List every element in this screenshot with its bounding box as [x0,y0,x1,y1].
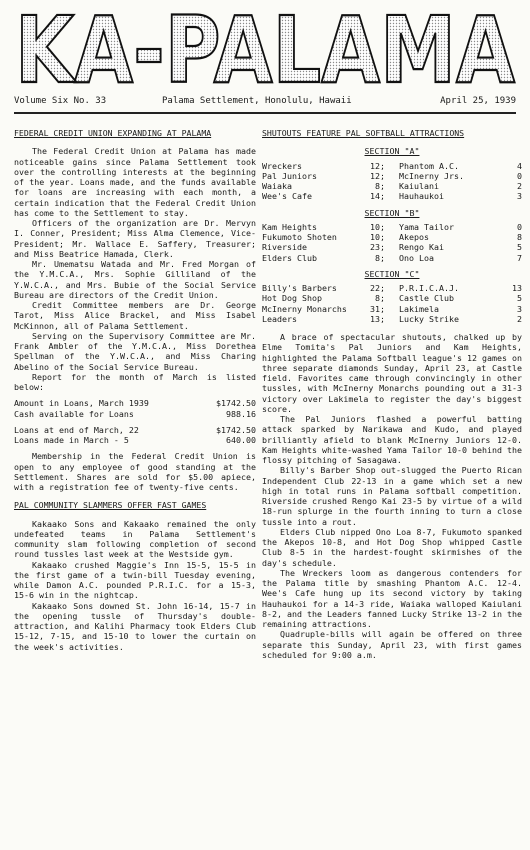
section-c [262,269,522,324]
winner-score: 13; [370,313,385,324]
score-row [262,191,522,201]
loser: Phantom A.C. [399,160,459,171]
credit-union-paragraph: Mr. Umematsu Watada and Mr. Fred Morgan of the Y.M.C.A., Mrs. Sophie Gilliland of the Y.W.C.A., and Mrs. Bubie of the Social Service Bureau are directors of the Credit Union. [14,259,256,300]
winner: Pal Juniors [262,170,317,181]
winner: Leaders [262,313,297,324]
score-row [262,222,522,232]
loser: Lucky Strike [399,313,459,324]
loser: P.R.I.C.A.J. [399,283,459,293]
figure-value: $1742.50 [216,424,256,435]
winner: Riverside [262,242,307,253]
score-row [262,283,522,293]
publisher-location: Palama Settlement, Honolulu, Hawaii [162,96,352,106]
loser: Ono Loa [399,252,434,263]
figure-label: Loans made in March - 5 [14,435,129,445]
slammers-paragraph: Kakaako Sons and Kakaako remained the only undefeated teams in Palama Settlement's community slam following completion of second round tussles last week at the Westside gym. [14,518,256,560]
figure-value: $1742.50 [216,398,256,409]
credit-union-paragraph: Report for the month of March is listed below: [14,371,256,392]
winner-score: 12; [370,170,385,181]
loser-score: 8 [517,232,522,242]
credit-union-paragraph: Serving on the Supervisory Committee are Mr. Frank Ambler of the Y.M.C.A., Miss Dorethea Spellman of the Y.W.C.A., and Miss Charing Abelino of the Social Service Bureau. [14,330,256,372]
score-row [262,232,522,242]
softball-paragraph: Billy's Barber Shop out-slugged the Puerto Rican Independent Club 22-13 in a game which set a new high in total runs in Palama softball competition. Riverside crushed Rengo Kai 23-5 by virtue of a wild 18-run splurge in the fourth inning to turn a close tussle into a rout. [262,465,522,527]
winner-score: 8; [375,181,385,191]
slammers-paragraph: Kakaako crushed Maggie's Inn 15-5, 15-5 in the first game of a twin-bill Tuesday evening, while Damon A.C. pounded P.R.I.C. for a 15-3, 15-6 win in the nightcap. [14,559,256,601]
winner-score: 8; [375,252,385,263]
loser: Rengo Kai [399,242,444,253]
left-column [14,128,256,652]
winner: Billy's Barbers [262,283,337,293]
issue-date: April 25, 1939 [440,96,516,106]
softball-paragraph: The Wreckers loom as dangerous contenders for the Palama title by smashing Phantom A.C. 12-4. Wee's Cafe hung up its second victory by taking Hauhaukoi for a 14-3 ride, Waiaka walloped Kaiulani 8-2, and the Leaders fanned Lucky Strike 13-2 in the remaining attractions. [262,567,522,629]
winner-score: 10; [370,221,385,232]
winner: Wreckers [262,160,302,171]
right-column [262,128,522,660]
loser-score: 5 [517,293,522,304]
loser-score: 5 [517,242,522,253]
loan-figure-row [14,409,256,419]
section-a [262,146,522,201]
loser-score: 0 [517,170,522,181]
loan-figure-row [14,398,256,408]
masthead-title: KA-PALAMA [15,4,515,92]
slammers-headline: PAL COMMUNITY SLAMMERS OFFER FAST GAMES [14,500,207,511]
score-row [262,181,522,191]
winner-score: 14; [370,191,385,202]
score-row [262,171,522,181]
winner: Waiaka [262,181,292,191]
loser-score: 4 [517,160,522,171]
winner-score: 31; [370,303,385,314]
loser: Akepos [399,232,429,242]
loser: McInerny Jrs. [399,170,464,181]
score-row [262,314,522,324]
loser: Kaiulani [399,181,439,191]
loser: Hauhaukoi [399,191,444,202]
winner-score: 10; [370,232,385,242]
loser-score: 2 [517,313,522,324]
score-row [262,242,522,252]
volume-number: Volume Six No. 33 [14,96,107,106]
section-title: SECTION "C" [364,268,420,279]
score-row [262,161,522,171]
winner: Hot Dog Shop [262,293,322,304]
figure-label: Amount in Loans, March 1939 [14,398,149,409]
score-row [262,253,522,263]
figure-label: Loans at end of March, 22 [14,424,139,435]
loan-figure-row [14,435,256,445]
figure-value: 640.00 [226,435,256,445]
credit-union-closing: Membership in the Federal Credit Union is open to any employee of good standing at the Settlement. Shares are sold for $5.00 apiece, with a registration fee of twenty-five cents. [14,451,256,492]
winner-score: 12; [370,160,385,171]
winner-score: 8; [375,293,385,304]
figure-label: Cash available for Loans [14,408,134,419]
loser-score: 7 [517,252,522,263]
softball-headline: SHUTOUTS FEATURE PAL SOFTBALL ATTRACTIONS [262,128,465,138]
winner: Wee's Cafe [262,191,312,202]
loser-score: 13 [512,283,522,293]
loser: Yama Tailor [399,221,454,232]
winner: Kam Heights [262,221,317,232]
winner: Elders Club [262,252,317,263]
loser: Lakimela [399,303,439,314]
softball-paragraph: The Pal Juniors flashed a powerful batting attack sparked by Narikawa and Kudo, and played brilliantly afield to blank McInerny Juniors 12-0. Kam Heights white-washed Yama Tailor 10-0 behind the flossy pitching of Sasagawa. [262,414,522,465]
score-row [262,293,522,303]
winner-score: 22; [370,283,385,293]
credit-union-paragraph: The Federal Credit Union at Palama has made noticeable gains since Palama Settlement took over the controlling interests at the beginning of the year. Loans made, and the funds available for loans are increasing with each month, a certain indication that the Federal Credit Union has come to the Settlement to stay. [14,146,256,218]
loser-score: 2 [517,181,522,191]
score-row [262,304,522,314]
loser-score: 3 [517,191,522,202]
winner: Fukumoto Shoten [262,232,337,242]
loan-figures-block-2 [14,425,256,446]
figure-value: 988.16 [226,408,256,419]
loser-score: 3 [517,303,522,314]
section-b [262,208,522,263]
credit-union-paragraph: Officers of the organization are Dr. Mervyn I. Conner, President; Miss Alma Clemence, Vice-President; Mr. Wallace E. Saffery, Treasurer; and Miss Beatrice Hamada, Clerk. [14,218,256,259]
section-title: SECTION "A" [364,146,420,157]
loan-figures-block-1 [14,398,256,419]
credit-union-paragraph: Credit Committee members are Dr. George Tarot, Miss Alice Brackel, and Miss Isabel McKinnon, all of Palama Settlement. [14,300,256,331]
softball-paragraph: A brace of spectacular shutouts, chalked up by Elme Tomita's Pal Juniors and Kam Heights, highlighted the Palama Softball league's 12 games on three separate diamonds Sunday, April 23, at Castle field. Favorites came through convincingly in other tussles, with McInerny Monarchs pounding out a 31-3 victory over Lakimela to register the day's biggest score. [262,332,522,414]
section-title: SECTION "B" [364,207,420,218]
softball-paragraph: Elders Club nipped Ono Loa 8-7, Fukumoto spanked the Akepos 10-8, and Hot Dog Shop whipped Castle Club 8-5 in the hardest-fought skirmishes of the day's schedule. [262,526,522,568]
loser: Castle Club [399,293,454,304]
winner: McInerny Monarchs [262,303,347,314]
winner-score: 23; [370,242,385,253]
softball-paragraph: Quadruple-bills will again be offered on three separate this Sunday, April 23, with first games scheduled for 9:00 a.m. [262,629,522,660]
issue-info-line [14,96,516,114]
credit-union-headline: FEDERAL CREDIT UNION EXPANDING AT PALAMA [14,128,212,138]
masthead-logo [8,4,522,92]
loser-score: 0 [517,221,522,232]
loan-figure-row [14,425,256,435]
slammers-paragraph: Kakaako Sons downed St. John 16-14, 15-7 in the opening tussle of Thursday's double-attraction, and Kalihi Pharmacy took Elders Club 15-12, 7-15, and 15-10 to lower the curtain on the week's activities. [14,600,256,652]
